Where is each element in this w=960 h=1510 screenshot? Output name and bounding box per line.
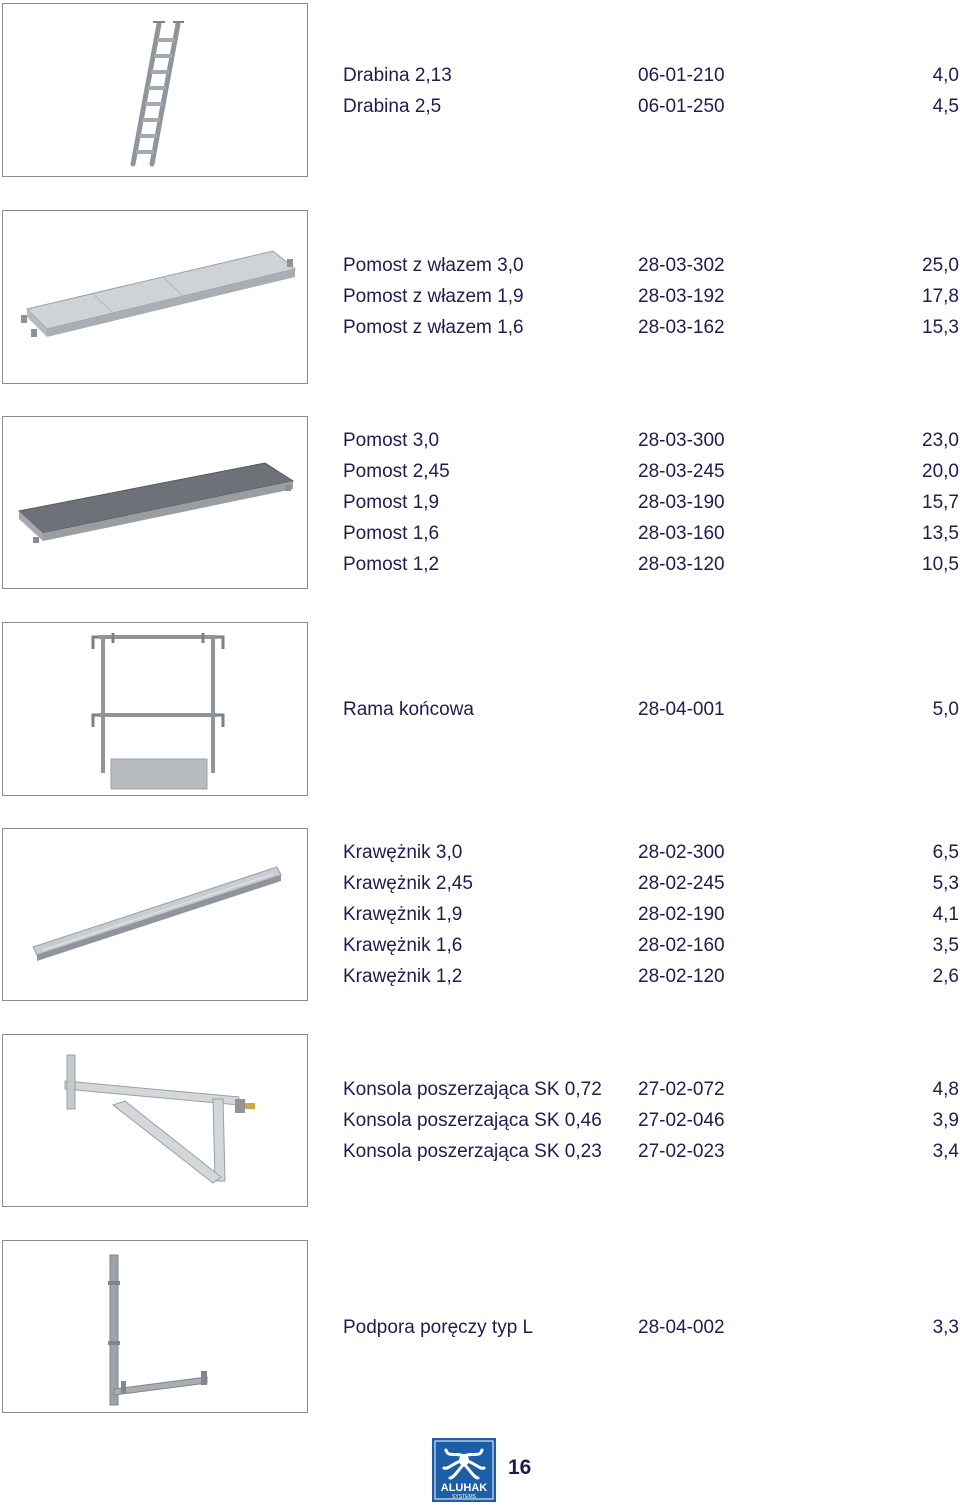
product-name: Drabina 2,13 [343, 65, 452, 86]
product-name: Krawężnik 2,45 [343, 873, 473, 894]
product-name: Krawężnik 1,9 [343, 904, 463, 925]
product-row [343, 487, 959, 518]
product-weight: 6,5 [932, 842, 959, 863]
product-code: 28-03-190 [638, 492, 725, 513]
product-name: Pomost 1,6 [343, 523, 440, 544]
product-weight: 4,1 [932, 904, 959, 925]
product-weight: 4,5 [932, 96, 959, 117]
product-code: 28-03-162 [638, 317, 725, 338]
product-weight: 15,3 [922, 317, 959, 338]
toe-board-image [2, 828, 308, 1001]
product-name: Pomost 3,0 [343, 430, 440, 451]
product-code: 28-03-192 [638, 286, 725, 307]
end-frame-image [2, 622, 308, 796]
product-name: Pomost 1,2 [343, 554, 440, 575]
logo-text: ALUHAK [440, 1482, 488, 1494]
product-weight: 5,0 [932, 699, 959, 720]
product-row [343, 91, 959, 122]
product-row [343, 930, 959, 961]
product-name: Pomost 2,45 [343, 461, 450, 482]
product-row [343, 60, 959, 91]
platform-image [2, 416, 308, 589]
product-name: Konsola poszerzająca SK 0,72 [343, 1079, 602, 1100]
product-code: 28-02-190 [638, 904, 725, 925]
product-name: Pomost z włazem 1,9 [343, 286, 524, 307]
product-list [343, 694, 959, 725]
product-weight: 3,5 [932, 935, 959, 956]
railing-support-image [2, 1240, 308, 1413]
product-code: 27-02-072 [638, 1079, 725, 1100]
product-weight: 3,4 [932, 1141, 959, 1162]
product-code: 06-01-250 [638, 96, 725, 117]
ladder-image [2, 3, 308, 177]
product-name: Rama końcowa [343, 699, 474, 720]
product-row [343, 961, 959, 992]
product-weight: 13,5 [922, 523, 959, 544]
product-code: 28-03-302 [638, 255, 725, 276]
product-name: Konsola poszerzająca SK 0,46 [343, 1110, 602, 1131]
product-code: 28-03-120 [638, 554, 725, 575]
product-weight: 4,0 [932, 65, 959, 86]
product-row [343, 1105, 959, 1136]
product-row [343, 837, 959, 868]
product-code: 28-02-300 [638, 842, 725, 863]
product-weight: 10,5 [922, 554, 959, 575]
product-list [343, 425, 959, 580]
product-code: 28-04-001 [638, 699, 725, 720]
product-name: Pomost z włazem 3,0 [343, 255, 524, 276]
product-code: 28-02-160 [638, 935, 725, 956]
product-row [343, 1136, 959, 1167]
product-list [343, 837, 959, 992]
product-row [343, 868, 959, 899]
product-code: 28-03-160 [638, 523, 725, 544]
product-name: Pomost z włazem 1,6 [343, 317, 524, 338]
logo-subtext: SYSTEMS [452, 1494, 476, 1500]
product-row [343, 694, 959, 725]
product-row [343, 899, 959, 930]
product-name: Drabina 2,5 [343, 96, 442, 117]
product-row [343, 250, 959, 281]
product-code: 28-02-245 [638, 873, 725, 894]
product-list [343, 250, 959, 343]
hatch-platform-image [2, 210, 308, 384]
product-row [343, 456, 959, 487]
product-weight: 20,0 [922, 461, 959, 482]
product-name: Krawężnik 3,0 [343, 842, 463, 863]
product-weight: 23,0 [922, 430, 959, 451]
product-code: 28-02-120 [638, 966, 725, 987]
product-weight: 3,9 [932, 1110, 959, 1131]
product-weight: 3,3 [932, 1317, 959, 1338]
product-list [343, 1074, 959, 1167]
product-row [343, 1074, 959, 1105]
product-row [343, 312, 959, 343]
product-weight: 25,0 [922, 255, 959, 276]
console-bracket-image [2, 1034, 308, 1207]
product-name: Konsola poszerzająca SK 0,23 [343, 1141, 602, 1162]
product-weight: 15,7 [922, 492, 959, 513]
product-row [343, 425, 959, 456]
product-list [343, 1312, 959, 1343]
product-weight: 5,3 [932, 873, 959, 894]
product-row [343, 549, 959, 580]
product-name: Krawężnik 1,2 [343, 966, 463, 987]
page-number: 16 [508, 1456, 532, 1479]
product-code: 28-03-245 [638, 461, 725, 482]
product-row [343, 1312, 959, 1343]
product-weight: 4,8 [932, 1079, 959, 1100]
product-weight: 2,6 [932, 966, 959, 987]
product-code: 27-02-023 [638, 1141, 725, 1162]
product-code: 28-04-002 [638, 1317, 725, 1338]
product-name: Pomost 1,9 [343, 492, 440, 513]
product-code: 06-01-210 [638, 65, 725, 86]
aluhak-logo [432, 1438, 496, 1502]
product-code: 28-03-300 [638, 430, 725, 451]
product-name: Podpora poręczy typ L [343, 1317, 534, 1338]
product-name: Krawężnik 1,6 [343, 935, 463, 956]
product-row [343, 281, 959, 312]
product-weight: 17,8 [922, 286, 959, 307]
product-row [343, 518, 959, 549]
product-list [343, 60, 959, 122]
product-code: 27-02-046 [638, 1110, 725, 1131]
